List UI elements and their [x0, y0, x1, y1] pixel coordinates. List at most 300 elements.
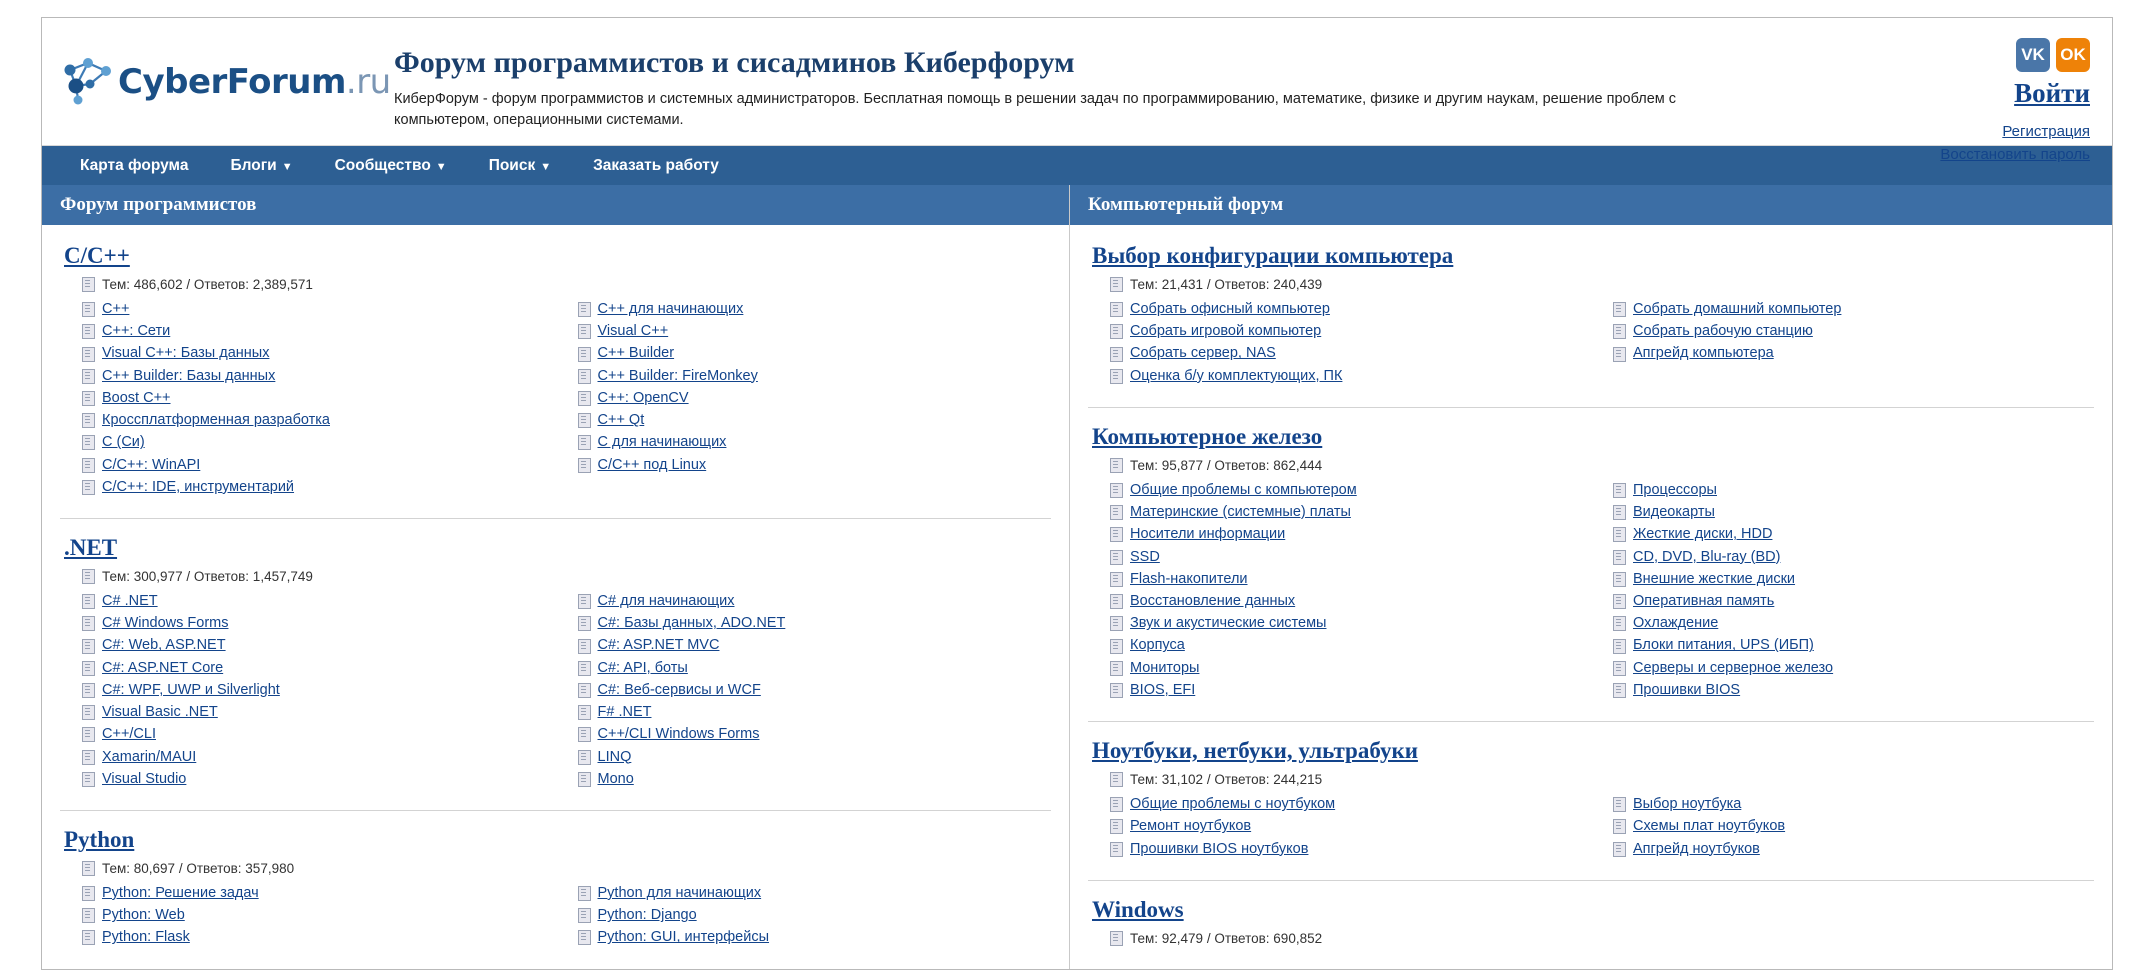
list-item[interactable] — [578, 346, 1052, 361]
category-stats — [1110, 772, 2094, 787]
subforum-link[interactable]: CD, DVD, Blu-ray (BD) — [1633, 548, 1781, 565]
subforum-link[interactable]: C++ Builder — [597, 345, 675, 362]
subforum-grid — [1088, 483, 2094, 713]
list-item[interactable] — [82, 324, 556, 339]
subforum-link[interactable]: Flash-накопители — [1130, 570, 1248, 587]
chevron-down-icon: ▼ — [540, 160, 552, 173]
subforum-link[interactable]: Python: Flask — [102, 929, 190, 946]
forum-icon — [578, 705, 591, 720]
category-title[interactable]: Python — [64, 826, 135, 852]
forum-icon — [578, 639, 591, 654]
list-item[interactable] — [1613, 638, 2094, 653]
forum-icon — [578, 750, 591, 765]
site-description: КиберФорум - форум программистов и системных администраторов. Бесплатная помощь в решении задач по программированию, математике, физике и другим наукам, решение проблем с компьютером, операционными системами. — [394, 91, 1677, 129]
stats-text: Тем: 486,602 / Ответов: 2,389,571 — [102, 277, 313, 292]
subforum-link[interactable]: BIOS, EFI — [1130, 681, 1196, 698]
category-stats — [1110, 931, 2094, 946]
forum-icon — [82, 661, 95, 676]
list-item[interactable] — [82, 594, 556, 609]
list-item[interactable] — [1110, 819, 1591, 834]
list-item[interactable] — [1613, 550, 2094, 565]
subforum-link[interactable]: Блоки питания, UPS (ИБП) — [1633, 637, 1814, 654]
forum-icon — [1110, 458, 1123, 473]
list-item[interactable] — [1110, 483, 1591, 498]
list-item[interactable] — [1110, 842, 1591, 857]
category-title[interactable]: Windows — [1092, 896, 1184, 922]
list-item[interactable] — [1613, 505, 2094, 520]
category-title[interactable]: .NET — [64, 534, 118, 560]
list-item[interactable] — [1110, 324, 1591, 339]
subforum-link[interactable]: Прошивки BIOS ноутбуков — [1130, 840, 1309, 857]
subforum-link[interactable]: Схемы плат ноутбуков — [1633, 818, 1786, 835]
forum-icon — [1613, 347, 1626, 362]
forum-icon — [82, 594, 95, 609]
forum-icon — [82, 347, 95, 362]
forum-icon — [1613, 505, 1626, 520]
forum-icon — [1110, 277, 1123, 292]
subforum-link[interactable]: Python для начинающих — [597, 884, 762, 901]
forum-icon — [1613, 683, 1626, 698]
subforum-link[interactable]: C#: Web, ASP.NET — [102, 637, 226, 654]
subforum-link[interactable]: Mono — [597, 770, 634, 787]
subforum-link[interactable]: Visual Basic .NET — [102, 704, 218, 721]
subforum-link[interactable]: Собрать рабочую станцию — [1633, 323, 1813, 340]
category-block — [60, 811, 1051, 969]
list-item[interactable] — [1613, 346, 2094, 361]
list-item[interactable] — [578, 727, 1052, 742]
stats-text: Тем: 92,479 / Ответов: 690,852 — [1130, 930, 1323, 946]
nav-label: Сообщество — [334, 156, 431, 174]
subforum-grid — [1088, 302, 2094, 399]
category-title[interactable]: C/C++ — [64, 243, 130, 268]
list-item[interactable] — [1110, 683, 1591, 698]
list-item[interactable] — [1613, 324, 2094, 339]
subforum-link[interactable]: Восстановление данных — [1130, 592, 1296, 609]
subforum-column-1 — [1088, 797, 1591, 864]
site-frame — [41, 17, 2113, 970]
stats-text: Тем: 300,977 / Ответов: 1,457,749 — [102, 568, 313, 584]
list-item[interactable] — [578, 324, 1052, 339]
forum-icon — [578, 908, 591, 923]
nav-label: Заказать работу — [593, 156, 719, 174]
forum-icon — [578, 930, 591, 945]
subforum-link[interactable]: C++: Сети — [102, 323, 171, 340]
list-item[interactable] — [1110, 346, 1591, 361]
subforum-link[interactable]: Звук и акустические системы — [1130, 615, 1327, 632]
subforum-link[interactable]: Оценка б/у комплектующих, ПК — [1130, 367, 1343, 384]
subforum-column-2 — [1591, 797, 2094, 864]
category-title[interactable]: Ноутбуки, нетбуки, ультрабуки — [1092, 738, 1418, 764]
forum-icon — [82, 886, 95, 901]
subforum-link[interactable]: Собрать домашний компьютер — [1633, 301, 1842, 317]
logo-cyber: Cyber — [118, 62, 227, 102]
nav-label: Поиск — [488, 156, 536, 174]
subforum-link[interactable]: SSD — [1130, 548, 1160, 565]
category-title[interactable]: Выбор конфигурации компьютера — [1092, 243, 1454, 268]
subforum-link[interactable]: Выбор ноутбука — [1633, 796, 1742, 813]
list-item[interactable] — [578, 594, 1052, 609]
subforum-link[interactable]: Общие проблемы с компьютером — [1130, 481, 1357, 498]
list-item[interactable] — [1613, 483, 2094, 498]
site-header — [42, 18, 2112, 163]
logo-ru: .ru — [345, 62, 391, 102]
subforum-column-1 — [60, 594, 556, 794]
forum-icon — [1110, 772, 1123, 787]
subforum-link[interactable]: C# Windows Forms — [102, 615, 229, 632]
list-item[interactable] — [1110, 369, 1591, 384]
subforum-column-2 — [556, 594, 1052, 794]
list-item[interactable] — [1110, 505, 1591, 520]
list-item[interactable] — [1110, 594, 1591, 609]
category-block — [1088, 722, 2094, 881]
forum-icon — [1613, 550, 1626, 565]
subforum-link[interactable]: Жесткие диски, HDD — [1633, 526, 1773, 543]
list-item[interactable] — [578, 886, 1052, 901]
forum-icon — [578, 435, 591, 450]
subforum-link[interactable]: C/C++: WinAPI — [102, 456, 201, 473]
nav-item-search[interactable] — [469, 149, 571, 183]
forum-icon — [1613, 594, 1626, 609]
account-block — [1782, 32, 2112, 166]
list-item[interactable] — [82, 727, 556, 742]
subforum-link[interactable]: Boost C++ — [102, 389, 171, 406]
nav-item-order-work[interactable] — [573, 149, 739, 183]
subforum-link[interactable]: C#: API, боты — [597, 659, 688, 676]
forum-icon — [1613, 842, 1626, 857]
forum-icon — [82, 569, 95, 584]
forum-icon — [1613, 616, 1626, 631]
subforum-link[interactable]: Visual C++: Базы данных — [102, 345, 270, 362]
subforum-grid — [60, 886, 1051, 961]
subforum-link[interactable]: Серверы и серверное железо — [1633, 659, 1834, 676]
list-item[interactable] — [82, 908, 556, 923]
subforum-link[interactable]: Процессоры — [1633, 481, 1717, 498]
forum-icon — [82, 616, 95, 631]
list-item[interactable] — [578, 391, 1052, 406]
forum-icon — [1110, 483, 1123, 498]
list-item[interactable] — [1613, 842, 2094, 857]
forum-icon — [578, 413, 591, 428]
list-item[interactable] — [1613, 683, 2094, 698]
category-title[interactable]: Компьютерное железо — [1092, 423, 1323, 449]
category-stats — [82, 277, 1051, 292]
subforum-link[interactable]: C#: ASP.NET Core — [102, 659, 224, 676]
subforum-column-1 — [1088, 483, 1591, 705]
list-item[interactable] — [1613, 594, 2094, 609]
stats-text: Тем: 21,431 / Ответов: 240,439 — [1130, 277, 1323, 292]
list-item[interactable] — [1110, 638, 1591, 653]
list-item[interactable] — [1613, 616, 2094, 631]
list-item[interactable] — [578, 616, 1052, 631]
forum-icon — [578, 661, 591, 676]
forum-icon — [578, 458, 591, 473]
forum-icon — [1613, 639, 1626, 654]
subforum-link[interactable]: Python: Решение задач — [102, 884, 259, 901]
list-item[interactable] — [578, 302, 1052, 317]
forum-icon — [1110, 324, 1123, 339]
list-item[interactable] — [82, 705, 556, 720]
subforum-link[interactable]: Python: GUI, интерфейсы — [597, 929, 770, 946]
list-item[interactable] — [578, 705, 1052, 720]
forum-icon — [1110, 369, 1123, 384]
subforum-link[interactable]: Собрать сервер, NAS — [1130, 345, 1276, 362]
forum-icon — [578, 324, 591, 339]
register-link[interactable]: Регистрация — [2002, 123, 2090, 140]
subforum-link[interactable]: С для начинающих — [597, 434, 727, 451]
forum-icon — [1110, 661, 1123, 676]
forum-icon — [82, 772, 95, 787]
list-item[interactable] — [1110, 797, 1591, 812]
programmers-forum-column — [42, 185, 1070, 969]
forum-icon — [1110, 931, 1123, 946]
forum-icon — [82, 369, 95, 384]
subforum-link[interactable]: Корпуса — [1130, 637, 1185, 654]
list-item[interactable] — [82, 683, 556, 698]
subforum-grid — [60, 594, 1051, 802]
list-item[interactable] — [82, 346, 556, 361]
subforum-link[interactable]: Visual Studio — [102, 770, 187, 787]
list-item[interactable] — [82, 302, 556, 317]
forum-icon — [82, 727, 95, 742]
forum-icon — [82, 413, 95, 428]
list-item[interactable] — [578, 369, 1052, 384]
list-item[interactable] — [82, 638, 556, 653]
forum-icon — [1613, 797, 1626, 812]
subforum-link[interactable]: C++/CLI Windows Forms — [597, 726, 760, 743]
subforum-link[interactable]: C/C++: IDE, инструментарий — [102, 478, 295, 495]
subforum-link[interactable]: Апгрейд компьютера — [1633, 345, 1774, 362]
subforum-link[interactable]: C/C++ под Linux — [597, 456, 707, 473]
forum-icon — [82, 391, 95, 406]
list-item[interactable] — [1613, 572, 2094, 587]
list-item[interactable] — [1110, 616, 1591, 631]
forum-icon — [82, 277, 95, 292]
subforum-link[interactable]: LINQ — [597, 748, 632, 765]
subforum-link[interactable]: C++ Qt — [597, 412, 645, 429]
forum-icon — [1110, 550, 1123, 565]
subforum-column-1 — [60, 302, 556, 502]
list-item[interactable] — [578, 661, 1052, 676]
subforum-link[interactable]: Прошивки BIOS — [1633, 681, 1741, 698]
forum-icon — [578, 302, 591, 317]
vk-icon[interactable]: VK — [2016, 38, 2050, 72]
subforum-column-2 — [556, 302, 1052, 502]
forum-icon — [1110, 797, 1123, 812]
login-link[interactable]: Войти — [2014, 78, 2090, 108]
subforum-link[interactable]: Оперативная память — [1633, 592, 1775, 609]
subforum-link[interactable]: Охлаждение — [1633, 615, 1719, 632]
stats-text: Тем: 95,877 / Ответов: 862,444 — [1130, 457, 1323, 473]
forum-icon — [82, 324, 95, 339]
subforum-link[interactable]: Python: Web — [102, 907, 185, 924]
programmers-categories — [42, 227, 1069, 969]
subforum-link[interactable]: Собрать игровой компьютер — [1130, 323, 1322, 340]
subforum-link[interactable]: Собрать офисный компьютер — [1130, 301, 1330, 317]
ok-icon[interactable]: OK — [2056, 38, 2090, 72]
subforum-link[interactable]: Xamarin/MAUI — [102, 748, 197, 765]
category-stats — [82, 861, 1051, 876]
forum-icon — [1613, 324, 1626, 339]
restore-password-link[interactable]: Восстановить пароль — [1940, 145, 2090, 163]
list-item[interactable] — [82, 930, 556, 945]
forum-icon — [82, 705, 95, 720]
header-title-block — [394, 32, 1782, 131]
list-item[interactable] — [578, 458, 1052, 473]
list-item[interactable] — [1613, 527, 2094, 542]
forum-icon — [1110, 683, 1123, 698]
forum-icon — [1110, 347, 1123, 362]
forum-icon — [578, 683, 591, 698]
subforum-grid — [1088, 797, 2094, 872]
forum-icon — [578, 391, 591, 406]
forum-icon — [1613, 661, 1626, 676]
chevron-down-icon: ▼ — [281, 160, 293, 173]
list-item[interactable] — [82, 391, 556, 406]
subforum-link[interactable]: C# для начинающих — [597, 592, 735, 609]
forum-icon — [82, 750, 95, 765]
list-item[interactable] — [1110, 550, 1591, 565]
forum-icon — [82, 930, 95, 945]
forum-icon — [1110, 639, 1123, 654]
forum-icon — [578, 594, 591, 609]
logo-wordmark — [118, 62, 391, 102]
list-item[interactable] — [1613, 819, 2094, 834]
computer-forum-column — [1070, 185, 2112, 964]
list-item[interactable] — [82, 435, 556, 450]
subforum-link[interactable]: Внешние жесткие диски — [1633, 570, 1796, 587]
list-item[interactable] — [82, 661, 556, 676]
site-logo[interactable] — [42, 32, 394, 132]
subforum-link[interactable]: C#: ASP.NET MVC — [597, 637, 720, 654]
subforum-link[interactable]: C++ — [102, 301, 130, 317]
list-item[interactable] — [578, 930, 1052, 945]
subforum-link[interactable]: C++: OpenCV — [597, 389, 689, 406]
list-item[interactable] — [1613, 661, 2094, 676]
list-item[interactable] — [578, 413, 1052, 428]
list-item[interactable] — [1613, 797, 2094, 812]
list-item[interactable] — [1110, 527, 1591, 542]
forum-icon — [1110, 842, 1123, 857]
subforum-link[interactable]: Материнские (системные) платы — [1130, 504, 1351, 521]
subforum-link[interactable]: C++ Builder: FireMonkey — [597, 367, 758, 384]
cyberforum-logo-icon — [56, 53, 118, 111]
category-block — [1088, 227, 2094, 408]
chevron-down-icon: ▼ — [435, 160, 447, 173]
list-item[interactable] — [1110, 302, 1591, 317]
list-item[interactable] — [1613, 302, 2094, 317]
nav-item-community[interactable] — [315, 149, 467, 183]
forum-icon — [82, 435, 95, 450]
stats-text: Тем: 80,697 / Ответов: 357,980 — [102, 860, 295, 876]
list-item[interactable] — [1110, 572, 1591, 587]
subforum-link[interactable]: Видеокарты — [1633, 504, 1715, 521]
forum-icon — [82, 480, 95, 495]
forum-icon — [578, 369, 591, 384]
subforum-link[interactable]: C#: WPF, UWP и Silverlight — [102, 681, 280, 698]
subforum-link[interactable]: С (Си) — [102, 434, 145, 451]
forum-icon — [578, 347, 591, 362]
forum-icon — [82, 302, 95, 317]
page-title: Форум программистов и сисадминов Киберфорум — [394, 46, 1075, 79]
list-item[interactable] — [82, 772, 556, 787]
forum-columns — [42, 185, 2112, 969]
forum-icon — [82, 861, 95, 876]
forum-icon — [1110, 527, 1123, 542]
subforum-link[interactable]: Ремонт ноутбуков — [1130, 818, 1252, 835]
category-block — [60, 519, 1051, 811]
subforum-link[interactable]: Python: Django — [597, 907, 697, 924]
subforum-grid — [60, 302, 1051, 510]
category-block — [1088, 408, 2094, 722]
subforum-link[interactable]: C++/CLI — [102, 726, 156, 743]
forum-icon — [578, 727, 591, 742]
subforum-column-1 — [1088, 302, 1591, 391]
list-item[interactable] — [82, 458, 556, 473]
list-item[interactable] — [578, 772, 1052, 787]
forum-icon — [1110, 819, 1123, 834]
forum-icon — [578, 772, 591, 787]
subforum-link[interactable]: C++ для начинающих — [597, 301, 744, 317]
column-heading-programmers: Форум программистов — [42, 185, 1069, 227]
column-heading-computer: Компьютерный форум — [1070, 185, 2112, 227]
list-item[interactable] — [578, 683, 1052, 698]
list-item[interactable] — [82, 616, 556, 631]
subforum-link[interactable]: C# .NET — [102, 592, 158, 609]
subforum-link[interactable]: F# .NET — [597, 704, 652, 721]
nav-label: Карта форума — [80, 156, 189, 174]
forum-icon — [1613, 819, 1626, 834]
subforum-link[interactable]: C++ Builder: Базы данных — [102, 367, 276, 384]
subforum-link[interactable]: Носители информации — [1130, 526, 1286, 543]
list-item[interactable] — [82, 886, 556, 901]
subforum-link[interactable]: C#: Базы данных, ADO.NET — [597, 615, 786, 632]
subforum-link[interactable]: Мониторы — [1130, 659, 1200, 676]
list-item[interactable] — [82, 413, 556, 428]
stats-text: Тем: 31,102 / Ответов: 244,215 — [1130, 772, 1323, 788]
subforum-link[interactable]: Апгрейд ноутбуков — [1633, 840, 1760, 857]
computer-categories — [1070, 227, 2112, 964]
forum-icon — [1613, 572, 1626, 587]
subforum-link[interactable]: C#: Веб-сервисы и WCF — [597, 681, 761, 698]
subforum-link[interactable]: Общие проблемы с ноутбуком — [1130, 796, 1336, 813]
subforum-link[interactable]: Кроссплатформенная разработка — [102, 412, 330, 429]
forum-icon — [82, 908, 95, 923]
list-item[interactable] — [82, 480, 556, 495]
subforum-column-2 — [1591, 302, 2094, 391]
category-stats — [1110, 458, 2094, 473]
nav-label: Блоги — [230, 156, 277, 174]
subforum-column-2 — [556, 886, 1052, 953]
list-item[interactable] — [578, 435, 1052, 450]
forum-icon — [1110, 302, 1123, 317]
social-links — [1782, 38, 2090, 72]
list-item[interactable] — [578, 750, 1052, 765]
category-stats — [1110, 277, 2094, 292]
subforum-link[interactable]: Visual C++ — [597, 323, 669, 340]
list-item[interactable] — [82, 369, 556, 384]
forum-icon — [82, 458, 95, 473]
list-item[interactable] — [82, 750, 556, 765]
forum-icon — [1613, 527, 1626, 542]
list-item[interactable] — [578, 638, 1052, 653]
nav-item-blogs[interactable] — [210, 149, 312, 183]
forum-icon — [1613, 302, 1626, 317]
forum-icon — [82, 639, 95, 654]
nav-item-forum-map[interactable] — [60, 149, 208, 183]
forum-icon — [82, 683, 95, 698]
list-item[interactable] — [578, 908, 1052, 923]
list-item[interactable] — [1110, 661, 1591, 676]
